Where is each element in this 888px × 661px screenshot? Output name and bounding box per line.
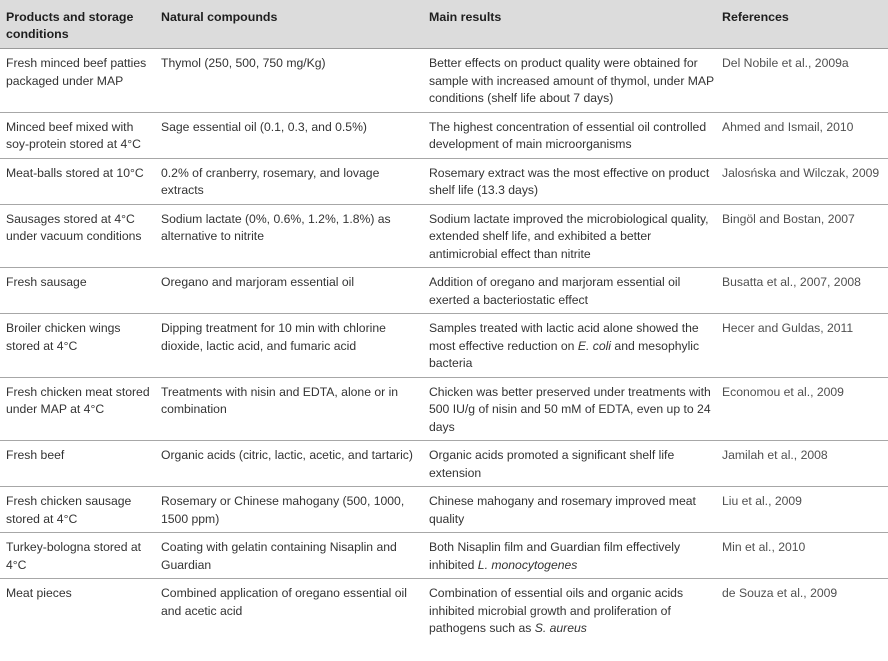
results-text: Combination of essential oils and organic acids inhibited microbial growth and proliferation of pathogens such as <box>429 586 684 635</box>
results-text: and mesophylic bacteria <box>429 338 700 370</box>
cell-compounds: Oregano and marjoram essential oil <box>161 275 355 289</box>
table-row <box>0 533 888 579</box>
cell-compounds: Sage essential oil (0.1, 0.3, and 0.5%) <box>161 119 367 134</box>
results-text: Samples treated with lactic acid alone showed the most effective reduction on <box>429 321 699 353</box>
cell-results: Chicken was better preserved under treatments with 500 IU/g of nisin and 50 mM of EDTA, even up to 24 days <box>429 384 711 434</box>
organism-name: E. coli <box>577 338 612 353</box>
cell-compounds: Thymol (250, 500, 750 mg/Kg) <box>161 56 326 70</box>
header-compounds: Natural compounds <box>155 0 423 49</box>
cell-reference: Jamilah et al., 2008 <box>722 448 828 462</box>
cell-reference: Liu et al., 2009 <box>722 494 802 508</box>
table-body <box>0 49 888 642</box>
table-row <box>0 441 888 487</box>
cell-compounds: Sodium lactate (0%, 0.6%, 1.2%, 1.8%) as alternative to nitrite <box>161 211 391 243</box>
table-row <box>0 487 888 533</box>
table-header <box>0 0 888 49</box>
cell-product: Fresh beef <box>6 448 65 462</box>
cell-compounds: Rosemary or Chinese mahogany (500, 1000, 1500 ppm) <box>161 494 405 526</box>
cell-reference: Min et al., 2010 <box>722 540 806 554</box>
cell-compounds: Coating with gelatin containing Nisaplin and Guardian <box>161 540 397 572</box>
organism-name: L. monocytogenes <box>477 557 578 572</box>
cell-reference: Busatta et al., 2007, 2008 <box>722 275 861 289</box>
cell-product: Meat-balls stored at 10°C <box>6 165 144 180</box>
table-row <box>0 377 888 441</box>
table-row <box>0 204 888 268</box>
table-row <box>0 268 888 314</box>
table-row <box>0 158 888 204</box>
cell-compounds: Treatments with nisin and EDTA, alone or in combination <box>161 384 399 416</box>
cell-results: Organic acids promoted a significant shelf life extension <box>429 448 675 480</box>
cell-product: Turkey-bologna stored at 4°C <box>6 540 142 572</box>
cell-results: Sodium lactate improved the microbiological quality, extended shelf life, and exhibited a better antimicrobial effect than nitrite <box>429 211 709 261</box>
cell-results <box>423 533 716 579</box>
header-row <box>0 0 888 49</box>
cell-product: Sausages stored at 4°C under vacuum conditions <box>6 211 142 243</box>
table-row <box>0 579 888 642</box>
cell-results: Chinese mahogany and rosemary improved meat quality <box>429 494 696 526</box>
cell-reference: Bingöl and Bostan, 2007 <box>722 211 855 226</box>
results-text: Both Nisaplin film and Guardian film effectively inhibited <box>429 540 681 572</box>
header-results: Main results <box>423 0 716 49</box>
cell-reference: Ahmed and Ismail, 2010 <box>722 119 854 134</box>
table-row <box>0 49 888 113</box>
cell-results <box>423 314 716 378</box>
header-products: Products and storage conditions <box>0 0 155 49</box>
organism-name: S. aureus <box>534 621 587 635</box>
cell-compounds: Organic acids (citric, lactic, acetic, and tartaric) <box>161 448 413 462</box>
table-row <box>0 112 888 158</box>
cell-product: Broiler chicken wings stored at 4°C <box>6 321 121 353</box>
cell-reference: Del Nobile et al., 2009a <box>722 56 849 70</box>
cell-compounds: 0.2% of cranberry, rosemary, and lovage extracts <box>161 165 380 197</box>
cell-product: Fresh chicken sausage stored at 4°C <box>6 494 132 526</box>
cell-results <box>423 579 716 642</box>
cell-reference: de Souza et al., 2009 <box>722 586 838 600</box>
cell-compounds: Combined application of oregano essential oil and acetic acid <box>161 586 407 618</box>
cell-compounds: Dipping treatment for 10 min with chlorine dioxide, lactic acid, and fumaric acid <box>161 321 386 353</box>
cell-product: Fresh minced beef patties packaged under MAP <box>6 56 147 88</box>
cell-product: Minced beef mixed with soy-protein stored at 4°C <box>6 119 141 151</box>
table-row <box>0 314 888 378</box>
cell-results: Rosemary extract was the most effective on product shelf life (13.3 days) <box>429 165 710 197</box>
cell-results: Better effects on product quality were obtained for sample with increased amount of thymol, under MAP conditions (shelf life about 7 days) <box>429 56 714 105</box>
cell-product: Fresh chicken meat stored under MAP at 4°C <box>6 384 150 416</box>
cell-reference: Hecer and Guldas, 2011 <box>722 321 854 335</box>
cell-reference: Economou et al., 2009 <box>722 384 844 399</box>
cell-product: Meat pieces <box>6 586 72 600</box>
cell-reference: Jalosńska and Wilczak, 2009 <box>722 165 880 180</box>
cell-product: Fresh sausage <box>6 275 87 289</box>
header-references: References <box>716 0 888 49</box>
cell-results: Addition of oregano and marjoram essential oil exerted a bacteriostatic effect <box>429 275 681 307</box>
cell-results: The highest concentration of essential oil controlled development of main microorganisms <box>429 119 707 151</box>
